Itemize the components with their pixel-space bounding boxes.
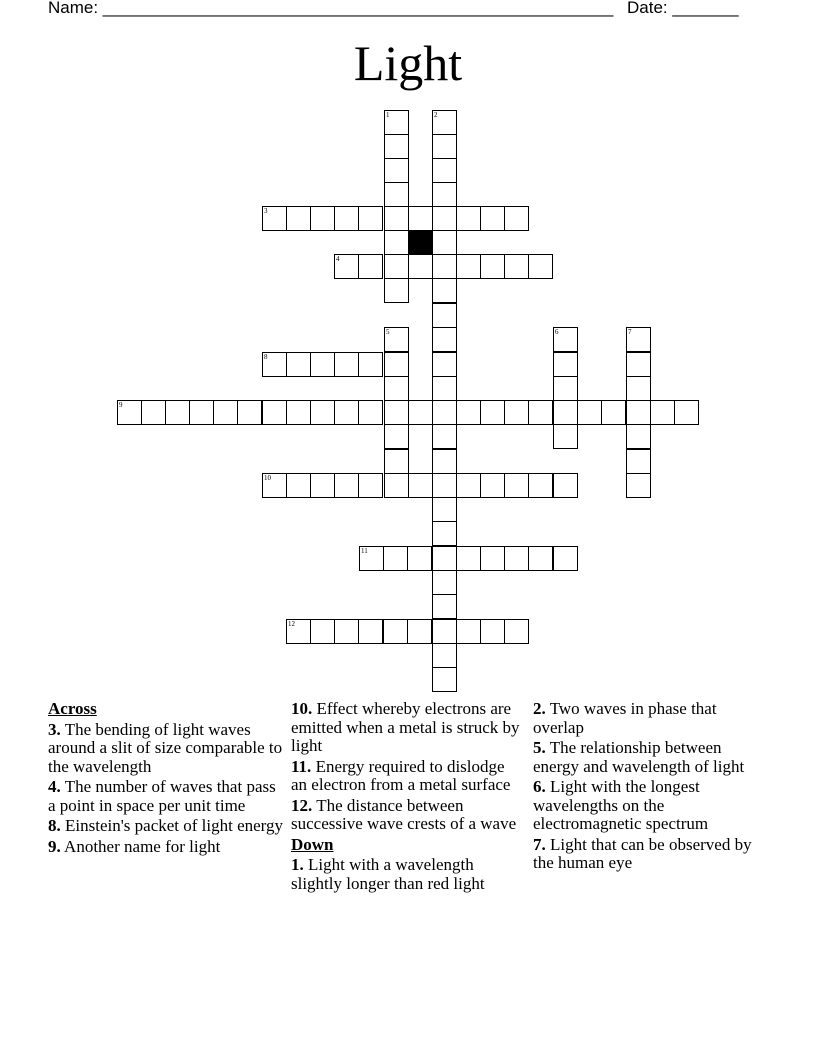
crossword-cell[interactable] <box>456 254 481 279</box>
crossword-cell[interactable] <box>553 546 578 571</box>
crossword-cell[interactable] <box>480 473 505 498</box>
crossword-cell[interactable] <box>383 546 408 571</box>
clue-across-3 <box>48 721 284 777</box>
crossword-cell[interactable] <box>553 400 578 425</box>
crossword-cell[interactable] <box>480 254 505 279</box>
crossword-cell[interactable] <box>432 546 457 571</box>
clue-across-8 <box>48 817 284 836</box>
crossword-cell[interactable] <box>408 473 433 498</box>
crossword-cell[interactable] <box>456 619 481 644</box>
cell-number: 10 <box>264 474 271 482</box>
crossword-cell[interactable] <box>528 473 553 498</box>
crossword-cell[interactable] <box>480 546 505 571</box>
crossword-cell[interactable] <box>456 206 481 231</box>
crossword-cell[interactable] <box>553 424 578 449</box>
clue-number: 4. <box>48 777 61 796</box>
across-heading: Across <box>48 699 97 718</box>
crossword-cell[interactable] <box>553 352 578 377</box>
crossword-cell[interactable] <box>432 278 457 303</box>
crossword-cell[interactable] <box>601 400 626 425</box>
crossword-cell[interactable] <box>432 667 457 692</box>
clue-down-5 <box>533 739 753 776</box>
clue-down-2 <box>533 700 753 737</box>
crossword-cell[interactable] <box>408 206 433 231</box>
crossword-cell[interactable] <box>504 254 529 279</box>
crossword-cell[interactable] <box>141 400 166 425</box>
crossword-cell[interactable] <box>650 400 675 425</box>
crossword-cell[interactable] <box>262 473 287 498</box>
cell-number: 1 <box>386 111 390 119</box>
crossword-cell[interactable] <box>408 400 433 425</box>
crossword-cell[interactable] <box>504 546 529 571</box>
crossword-cell[interactable] <box>262 206 287 231</box>
crossword-cell[interactable] <box>358 400 383 425</box>
crossword-cell[interactable] <box>432 158 457 183</box>
crossword-cell[interactable] <box>432 643 457 668</box>
crossword-cell[interactable] <box>334 400 359 425</box>
crossword-cell[interactable] <box>432 182 457 207</box>
crossword-cell[interactable] <box>358 352 383 377</box>
clue-column-1 <box>48 700 284 858</box>
crossword-cell[interactable] <box>213 400 238 425</box>
clue-number: 12. <box>291 795 313 815</box>
cell-number: 9 <box>119 401 123 409</box>
crossword-cell[interactable] <box>432 570 457 595</box>
crossword-cell[interactable] <box>432 449 457 474</box>
crossword-cell[interactable] <box>432 376 457 401</box>
crossword-cell[interactable] <box>432 619 457 644</box>
crossword-cell[interactable] <box>553 473 578 498</box>
clue-down-1 <box>291 856 521 893</box>
crossword-cell[interactable] <box>310 473 335 498</box>
crossword-cell[interactable] <box>432 110 457 135</box>
crossword-cell[interactable] <box>480 619 505 644</box>
down-heading: Down <box>291 834 334 854</box>
cell-number: 12 <box>288 620 295 628</box>
crossword-cell[interactable] <box>626 400 651 425</box>
crossword-cell[interactable] <box>384 158 409 183</box>
crossword-cell[interactable] <box>384 230 409 255</box>
clue-text: The bending of light waves around a slit of size comparable to the wavelength <box>48 719 283 776</box>
clue-down-6 <box>533 778 753 834</box>
crossword-cell[interactable] <box>528 400 553 425</box>
crossword-cell[interactable] <box>456 400 481 425</box>
clue-number: 5. <box>533 738 546 757</box>
crossword-cell[interactable] <box>384 473 409 498</box>
crossword-cell[interactable] <box>334 473 359 498</box>
crossword-cell[interactable] <box>262 400 287 425</box>
date-line: Date: _______ <box>627 0 739 17</box>
crossword-cell[interactable] <box>384 134 409 159</box>
clue-text: Two waves in phase that overlap <box>533 699 717 737</box>
clue-text: The relationship between energy and wavelength of light <box>533 738 745 776</box>
crossword-cell[interactable] <box>553 327 578 352</box>
crossword-cell[interactable] <box>432 230 457 255</box>
crossword-cell[interactable] <box>432 497 457 522</box>
crossword-cell[interactable] <box>432 303 457 328</box>
crossword-cell[interactable] <box>626 327 651 352</box>
crossword-cell[interactable] <box>237 400 262 425</box>
crossword-cell[interactable] <box>384 352 409 377</box>
crossword-cell[interactable] <box>286 473 311 498</box>
crossword-cell[interactable] <box>432 254 457 279</box>
clue-number: 8. <box>48 816 61 835</box>
crossword-cell[interactable] <box>432 424 457 449</box>
crossword-cell[interactable] <box>384 424 409 449</box>
crossword-cell[interactable] <box>117 400 142 425</box>
crossword-cell[interactable] <box>407 619 432 644</box>
cell-number: 7 <box>628 328 632 336</box>
crossword-cell[interactable] <box>383 619 408 644</box>
crossword-cell[interactable] <box>384 254 409 279</box>
crossword-cell[interactable] <box>384 278 409 303</box>
crossword-cell[interactable] <box>432 206 457 231</box>
crossword-cell[interactable] <box>432 327 457 352</box>
crossword-cell[interactable] <box>626 473 651 498</box>
crossword-cell[interactable] <box>165 400 190 425</box>
clue-text: Light with the longest wavelengths on the electromagnetic spectrum <box>533 777 709 833</box>
crossword-cell[interactable] <box>432 134 457 159</box>
crossword-cell[interactable] <box>358 254 383 279</box>
crossword-cell[interactable] <box>504 473 529 498</box>
clue-number: 11. <box>291 756 312 776</box>
clue-number: 1. <box>291 855 304 874</box>
crossword-cell[interactable] <box>334 254 359 279</box>
cell-number: 4 <box>336 255 340 263</box>
crossword-cell[interactable] <box>359 546 384 571</box>
crossword-cell[interactable] <box>674 400 699 425</box>
name-line: Name: ______________________________________________________ <box>48 0 614 17</box>
crossword-cell[interactable] <box>334 619 359 644</box>
crossword-cell[interactable] <box>626 376 651 401</box>
crossword-cell[interactable] <box>358 473 383 498</box>
clue-across-11 <box>291 758 521 795</box>
clue-number: 10. <box>291 699 313 718</box>
cell-number: 3 <box>264 207 268 215</box>
clue-number: 3. <box>48 719 61 739</box>
page-title: Light <box>353 35 463 91</box>
crossword-cell[interactable] <box>310 206 335 231</box>
crossword-cell[interactable] <box>480 400 505 425</box>
crossword-cell[interactable] <box>384 182 409 207</box>
crossword-cell[interactable] <box>626 352 651 377</box>
clue-number: 7. <box>533 834 546 854</box>
crossword-cell[interactable] <box>286 400 311 425</box>
clue-across-9 <box>48 838 284 857</box>
clue-text: The distance between successive wave crests of a wave <box>291 795 517 833</box>
crossword-cell[interactable] <box>384 110 409 135</box>
clue-text: The number of waves that pass a point in space per unit time <box>48 777 276 815</box>
crossword-cell[interactable] <box>384 400 409 425</box>
cell-number: 2 <box>434 111 438 119</box>
crossword-cell[interactable] <box>286 619 311 644</box>
clue-text: Another name for light <box>60 836 221 856</box>
crossword-cell[interactable] <box>408 254 433 279</box>
crossword-cell[interactable] <box>384 376 409 401</box>
crossword-cell[interactable] <box>504 400 529 425</box>
crossword-cell[interactable] <box>384 327 409 352</box>
crossword-cell[interactable] <box>577 400 602 425</box>
crossword-cell[interactable] <box>528 546 553 571</box>
clue-text: Light with a wavelength slightly longer than red light <box>291 855 485 893</box>
crossword-cell[interactable] <box>310 352 335 377</box>
crossword-block <box>408 230 433 255</box>
crossword-cell[interactable] <box>432 521 457 546</box>
crossword-cell[interactable] <box>528 254 553 279</box>
crossword-cell[interactable] <box>310 400 335 425</box>
clue-number: 9. <box>48 836 61 856</box>
crossword-cell[interactable] <box>310 619 335 644</box>
crossword-cell[interactable] <box>432 473 457 498</box>
cell-number: 6 <box>555 328 559 336</box>
clue-across-4 <box>48 778 284 815</box>
crossword-cell[interactable] <box>456 546 481 571</box>
crossword-cell[interactable] <box>384 449 409 474</box>
cell-number: 11 <box>361 547 368 555</box>
clue-across-12 <box>291 797 521 834</box>
crossword-cell[interactable] <box>384 206 409 231</box>
crossword-cell[interactable] <box>432 352 457 377</box>
cell-number: 8 <box>264 353 268 361</box>
clue-text: Light that can be observed by the human eye <box>533 834 752 872</box>
clue-column-3 <box>533 700 753 875</box>
crossword-cell[interactable] <box>432 594 457 619</box>
crossword-cell[interactable] <box>480 206 505 231</box>
crossword-cell[interactable] <box>504 206 529 231</box>
crossword-cell[interactable] <box>456 473 481 498</box>
clue-down-7 <box>533 836 753 873</box>
crossword-cell[interactable] <box>407 546 432 571</box>
crossword-cell[interactable] <box>553 376 578 401</box>
clue-number: 2. <box>533 699 546 718</box>
crossword-cell[interactable] <box>286 352 311 377</box>
clue-across-10 <box>291 700 521 756</box>
clue-number: 6. <box>533 777 546 796</box>
clue-column-2 <box>291 700 521 895</box>
clue-text: Effect whereby electrons are emitted when a metal is struck by light <box>291 699 520 755</box>
crossword-cell[interactable] <box>504 619 529 644</box>
clue-text: Energy required to dislodge an electron from a metal surface <box>291 756 511 794</box>
crossword-cell[interactable] <box>626 424 651 449</box>
crossword-cell[interactable] <box>626 449 651 474</box>
crossword-cell[interactable] <box>432 400 457 425</box>
crossword-cell[interactable] <box>286 206 311 231</box>
crossword-cell[interactable] <box>358 619 383 644</box>
crossword-cell[interactable] <box>358 206 383 231</box>
cell-number: 5 <box>386 328 390 336</box>
crossword-cell[interactable] <box>262 352 287 377</box>
crossword-cell[interactable] <box>189 400 214 425</box>
crossword-cell[interactable] <box>334 352 359 377</box>
clue-text: Einstein's packet of light energy <box>60 816 284 835</box>
crossword-cell[interactable] <box>334 206 359 231</box>
